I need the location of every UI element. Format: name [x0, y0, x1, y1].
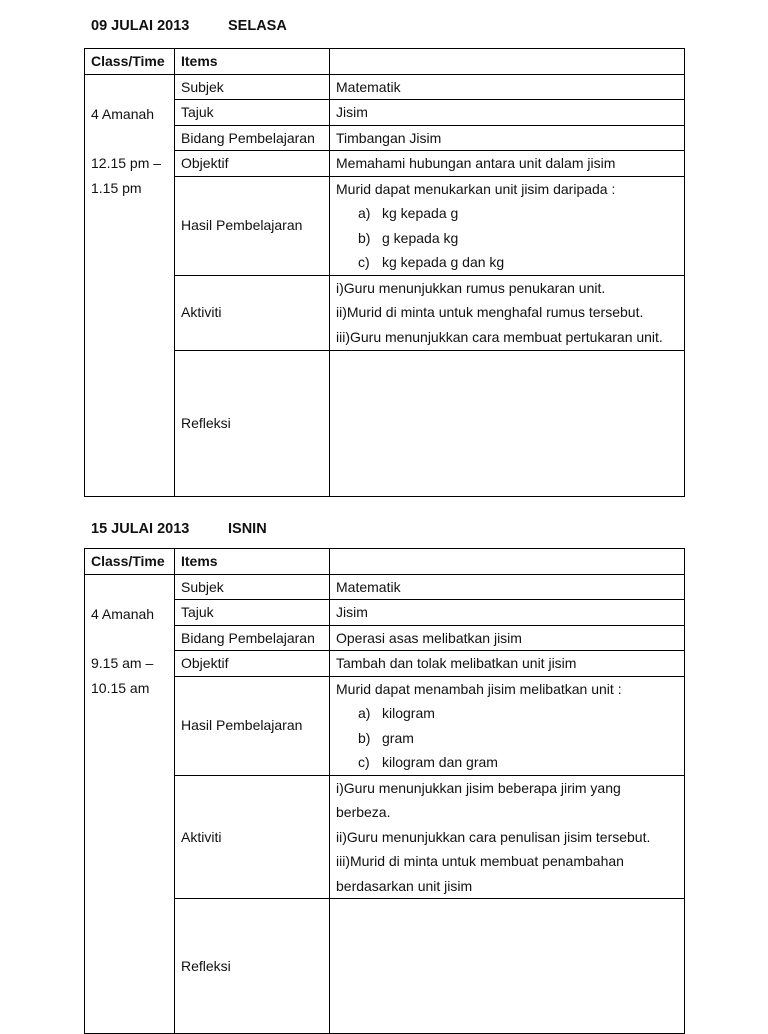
- list-item: c) kg kepada g dan kg: [358, 254, 505, 270]
- table-row: [85, 574, 685, 600]
- row-value: [330, 176, 685, 275]
- row-label: Subjek: [175, 574, 330, 600]
- empty-header-cell: [330, 549, 685, 575]
- row-label: Tajuk: [175, 100, 330, 126]
- session-date: 09 JULAI 2013: [91, 18, 190, 34]
- class-time-header: Class/Time: [85, 49, 175, 75]
- list-item: a) kg kepada g: [358, 205, 459, 221]
- table-row: [85, 176, 685, 275]
- session-date: 15 JULAI 2013: [91, 521, 190, 537]
- aktiviti-line: berbeza.: [336, 804, 391, 820]
- aktiviti-line: berdasarkan unit jisim: [336, 877, 473, 894]
- table-row: [85, 350, 685, 496]
- list-item: a) kilogram: [358, 705, 435, 721]
- row-label: Hasil Pembelajaran: [175, 176, 330, 275]
- class-name: 4 Amanah: [91, 105, 155, 122]
- row-label: Refleksi: [175, 350, 330, 496]
- list-item: b) gram: [358, 729, 414, 746]
- aktiviti-line: ii)Murid di minta untuk menghafal rumus tersebut.: [336, 304, 644, 320]
- row-value: Memahami hubungan antara unit dalam jisim: [330, 151, 685, 177]
- row-label: Refleksi: [175, 899, 330, 1034]
- table-row: [85, 676, 685, 775]
- time-start: 12.15 pm –: [91, 155, 162, 171]
- row-value: [330, 775, 685, 899]
- time-start: 9.15 am –: [91, 655, 154, 671]
- table-header-row: [85, 49, 685, 75]
- row-label: Tajuk: [175, 600, 330, 626]
- class-name: 4 Amanah: [91, 605, 155, 622]
- table-row: [85, 625, 685, 651]
- row-value: Tambah dan tolak melibatkan unit jisim: [330, 651, 685, 677]
- items-header: Items: [175, 49, 330, 75]
- aktiviti-line: iii)Guru menunjukkan cara membuat pertukaran unit.: [336, 328, 663, 345]
- table-row: [85, 74, 685, 100]
- hasil-intro: Murid dapat menukarkan unit jisim daripada :: [336, 180, 616, 197]
- session-header: [91, 521, 267, 537]
- lesson-plan-table: [84, 548, 685, 1034]
- class-time-cell: [85, 74, 175, 496]
- row-value: Matematik: [330, 74, 685, 100]
- row-label: Aktiviti: [175, 775, 330, 899]
- table-row: [85, 600, 685, 626]
- session-day: SELASA: [228, 18, 287, 34]
- table-row: [85, 275, 685, 350]
- session-header: [91, 18, 287, 34]
- table-row: [85, 151, 685, 177]
- row-label: Objektif: [175, 651, 330, 677]
- row-label: Subjek: [175, 74, 330, 100]
- row-label: Objektif: [175, 151, 330, 177]
- row-value: Jisim: [330, 600, 685, 626]
- row-label: Bidang Pembelajaran: [175, 625, 330, 651]
- table-header-row: [85, 549, 685, 575]
- hasil-intro: Murid dapat menambah jisim melibatkan unit :: [336, 680, 622, 697]
- session-day: ISNIN: [228, 521, 267, 537]
- row-value: Timbangan Jisim: [330, 125, 685, 151]
- row-label: Bidang Pembelajaran: [175, 125, 330, 151]
- list-item: b) g kepada kg: [358, 229, 459, 246]
- row-value: Matematik: [330, 574, 685, 600]
- row-value: [330, 275, 685, 350]
- list-item: c) kilogram dan gram: [358, 754, 498, 770]
- table-row: [85, 775, 685, 899]
- aktiviti-line: i)Guru menunjukkan jisim beberapa jirim yang: [336, 779, 621, 796]
- table-row: [85, 899, 685, 1034]
- class-time-cell: [85, 574, 175, 1034]
- refleksi-value: [330, 350, 685, 496]
- items-header: Items: [175, 549, 330, 575]
- aktiviti-line: ii)Guru menunjukkan cara penulisan jisim tersebut.: [336, 828, 651, 845]
- table-row: [85, 100, 685, 126]
- aktiviti-line: iii)Murid di minta untuk membuat penambahan: [336, 853, 624, 869]
- aktiviti-line: i)Guru menunjukkan rumus penukaran unit.: [336, 279, 606, 296]
- row-label: Aktiviti: [175, 275, 330, 350]
- time-end: 1.15 pm: [91, 179, 142, 196]
- row-value: Operasi asas melibatkan jisim: [330, 625, 685, 651]
- table-row: [85, 651, 685, 677]
- refleksi-value: [330, 899, 685, 1034]
- empty-header-cell: [330, 49, 685, 75]
- lesson-plan-table: [84, 48, 685, 497]
- row-label: Hasil Pembelajaran: [175, 676, 330, 775]
- table-row: [85, 125, 685, 151]
- row-value: Jisim: [330, 100, 685, 126]
- time-end: 10.15 am: [91, 679, 150, 696]
- row-value: [330, 676, 685, 775]
- class-time-header: Class/Time: [85, 549, 175, 575]
